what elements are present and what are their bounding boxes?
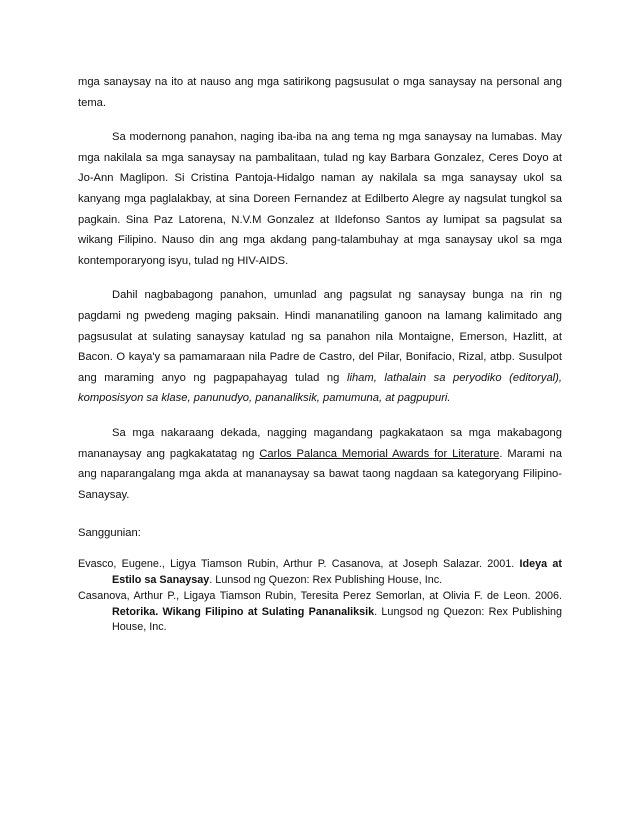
- document-page: [78, 72, 562, 636]
- reference-item: [78, 557, 562, 588]
- references-heading: Sanggunian:: [78, 527, 141, 540]
- reference-item: [78, 589, 562, 635]
- reference-title: Ideya at Estilo sa Sanaysay: [112, 558, 562, 586]
- paragraph-recent-decades: [78, 423, 562, 505]
- reference-publisher: . Lunsod ng Quezon: Rex Publishing House, Inc.: [209, 573, 443, 586]
- paragraph-recent-decades-before: Sa mga nakaraang dekada, nagging magandang pagkakataon sa mga makabagong mananaysay ang pagkakatatag ng: [78, 426, 562, 460]
- paragraph-intro-continuation: mga sanaysay na ito at nauso ang mga satirikong pagsusulat o mga sanaysay na personal ang tema.: [78, 76, 562, 109]
- forms-of-expression-italic: liham, lathalain sa peryodiko (editoryal), komposisyon sa klase, panunudyo, pananaliksik, pamumuna, at pagpupuri.: [78, 371, 563, 405]
- reference-title: Retorika. Wikang Filipino at Sulating Pananaliksik: [112, 605, 375, 618]
- paragraph-changing-times-text: Dahil nagbabagong panahon, umunlad ang pagsulat ng sanaysay bunga na rin ng pagdami ng pwedeng maging paksain. Hindi mananatiling ganoon na lamang kalimitado ang pagsusulat at sulating sanaysay katulad ng sa panahon nila Montaigne, Emerson, Hazlitt, at Bacon. O kaya'y sa pamamaraan nila Padre de Castro, del Pilar, Bonifacio, Rizal, atbp. Susulpot ang maraming anyo ng pagpapahayag tulad ng: [78, 289, 562, 384]
- paragraph-changing-times: [78, 285, 562, 409]
- paragraph-modern-era: Sa modernong panahon, naging iba-iba na ang tema ng mga sanaysay na lumabas. May mga nakilala sa mga sanaysay na pambalitaan, tulad ng kay Barbara Gonzalez, Ceres Doyo at Jo-Ann Maglipon. Si Cristina Pantoja-Hidalgo naman ay nakilala sa mga sanaysay ukol sa kanyang mga paglalakbay, at sina Doreen Fernandez at Edilberto Alegre ay nagsulat tungkol sa pagkain. Sina Paz Latorena, N.V.M Gonzalez at Ildefonso Santos ay lumipat sa pagsulat sa wikang Filipino. Nauso din ang mga akdang pang-talambuhay at mga sanaysay ukol sa mga kontemporaryong isyu, tulad ng HIV-AIDS.: [78, 131, 562, 267]
- palanca-awards-link[interactable]: Carlos Palanca Memorial Awards for Literature: [259, 447, 500, 460]
- paragraph-recent-decades-after: . Marami na ang naparangalang mga akda at mananaysay sa bawat taong nagdaan sa kategoryang Filipino-Sanaysay.: [78, 447, 562, 501]
- reference-authors: Evasco, Eugene., Ligya Tiamson Rubin, Arthur P. Casanova, at Joseph Salazar. 2001.: [78, 558, 520, 571]
- reference-publisher: . Lungsod ng Quezon: Rex Publishing House, Inc.: [112, 605, 562, 633]
- reference-authors: Casanova, Arthur P., Ligaya Tiamson Rubin, Teresita Perez Semorlan, at Olivia F. de Leon. 2006.: [78, 590, 562, 603]
